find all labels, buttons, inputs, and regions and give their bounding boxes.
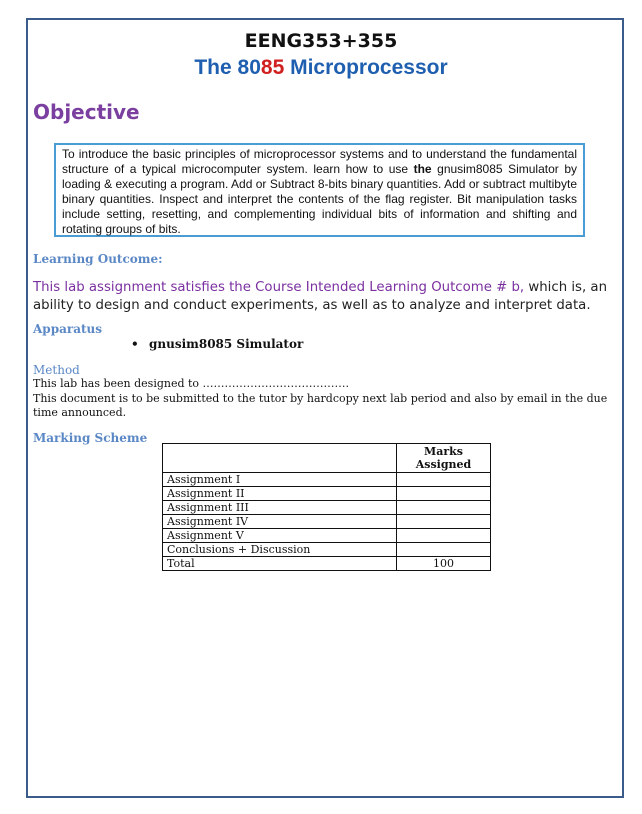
objective-box (54, 143, 585, 237)
learning-outcome-text (33, 279, 613, 315)
marks-assigned-header: Marks Assigned (397, 444, 491, 473)
apparatus-heading: Apparatus (33, 322, 102, 336)
objective-text-bold: the (413, 162, 432, 176)
marking-scheme-heading: Marking Scheme (33, 431, 148, 445)
table-row (163, 543, 491, 557)
table-header-blank (163, 444, 397, 473)
learning-outcome-rest: which is, an ability to design and conduct experiments, as well as to analyze and interpret data. (33, 280, 607, 313)
row-label: Assignment II (163, 487, 397, 501)
table-header-row (163, 444, 491, 473)
title-suffix: Microprocessor (284, 56, 448, 79)
method-line-2: This document is to be submitted to the tutor by hardcopy next lab period and also by email in the due time announced. (33, 392, 608, 419)
table-row (163, 529, 491, 543)
row-label: Total (163, 557, 397, 571)
row-label: Assignment I (163, 473, 397, 487)
method-line-1: This lab has been designed to …………………………………. (33, 377, 350, 390)
marking-scheme-table (162, 443, 491, 571)
row-value (397, 529, 491, 543)
page-title (0, 56, 642, 80)
learning-outcome-highlight: This lab assignment satisfies the Course Intended Learning Outcome # b, (33, 280, 525, 295)
method-heading: Method (33, 363, 80, 377)
title-highlight: 85 (260, 56, 285, 79)
row-label: Assignment III (163, 501, 397, 515)
row-value (397, 543, 491, 557)
learning-outcome-heading: Learning Outcome: (33, 252, 163, 266)
row-value (397, 487, 491, 501)
objective-heading: Objective (33, 100, 140, 124)
apparatus-item-label: gnusim8085 Simulator (149, 337, 304, 351)
table-row (163, 501, 491, 515)
table-row (163, 557, 491, 571)
course-code: EENG353+355 (244, 30, 398, 52)
row-value (397, 515, 491, 529)
row-label: Assignment V (163, 529, 397, 543)
objective-text-2: gnusim8085 Simulator by loading & executing a program. Add or Subtract 8-bits binary quantities. Add or subtract multibyte binary quantities. Inspect and interpret the contents of the flag register. Bit manipulation tasks include setting, resetting, and complementing individual bits of information and shifting and rotating groups of bits. (62, 162, 577, 236)
title-prefix: The 80 (194, 56, 261, 79)
objective-text-1: To introduce the basic principles of microprocessor systems and to understand the fundamental structure of a typical microcomputer system. learn how to use (62, 147, 577, 176)
row-value: 100 (397, 557, 491, 571)
row-label: Assignment IV (163, 515, 397, 529)
table-row (163, 515, 491, 529)
row-value (397, 473, 491, 487)
row-value (397, 501, 491, 515)
bullet-icon: • (131, 337, 139, 351)
row-label: Conclusions + Discussion (163, 543, 397, 557)
table-row (163, 487, 491, 501)
apparatus-item (131, 337, 303, 351)
table-row (163, 473, 491, 487)
